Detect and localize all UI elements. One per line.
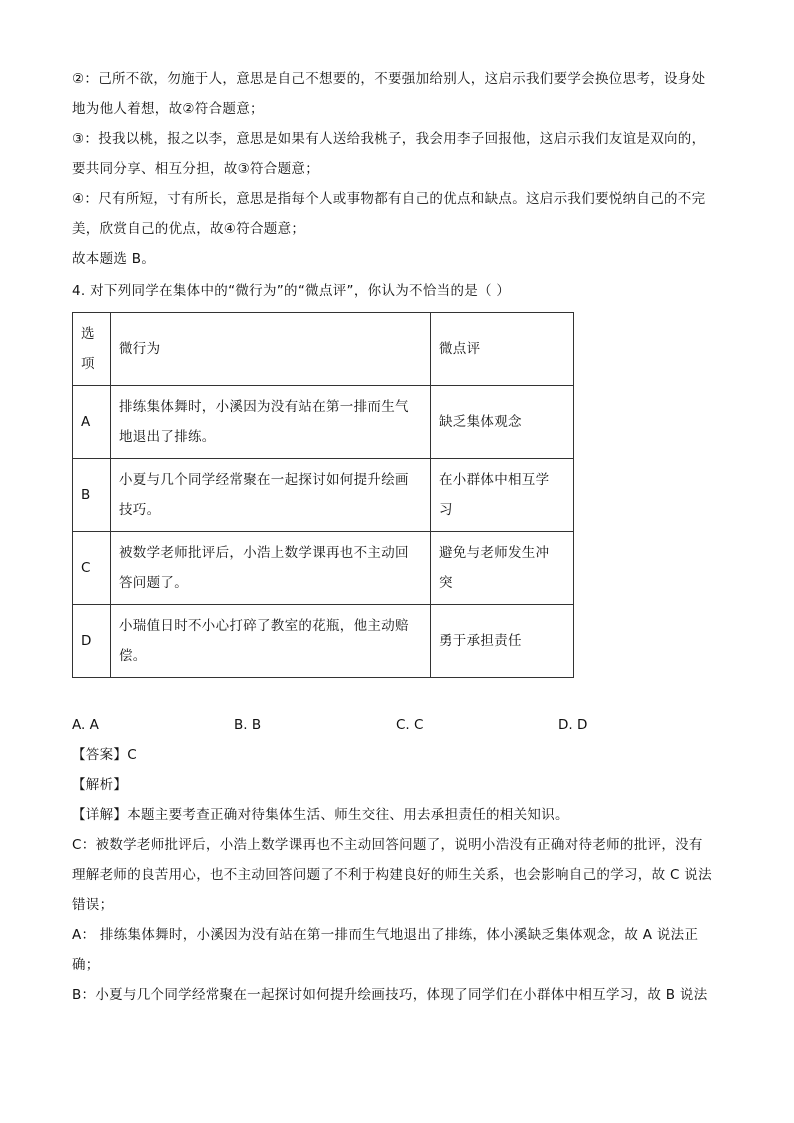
table-row [73,605,574,678]
options-table [72,312,574,678]
text-line: B：小夏与几个同学经常聚在一起探讨如何提升绘画技巧，体现了同学们在小群体中相互学习，故 B 说法 [72,987,708,1003]
text-line: 故本题选 B。 [72,251,156,267]
table-row [73,532,574,605]
table-row [73,386,574,459]
text-line: 理解老师的良苦用心，也不主动回答问题了不利于构建良好的师生关系，也会影响自己的学习，故 C 说法 [72,867,712,883]
row-comment: 缺乏集体观念 [431,386,574,459]
text-line: 错误； [72,897,114,913]
row-option: B [73,459,111,532]
question-4-stem: 4. 对下列同学在集体中的“微行为”的“微点评”，你认为不恰当的是（ ） [72,283,511,299]
text-line: 地为他人着想，故②符合题意； [72,101,264,117]
text-line: C：被数学老师批评后，小浩上数学课再也不主动回答问题了，说明小浩没有正确对待老师的批评，没有 [72,837,703,853]
header-behavior: 微行为 [111,313,431,386]
row-behavior: 排练集体舞时，小溪因为没有站在第一排而生气 地退出了排练。 [111,386,431,459]
text-line: 美，欣赏自己的优点，故④符合题意； [72,221,306,237]
row-behavior: 小夏与几个同学经常聚在一起探讨如何提升绘画 技巧。 [111,459,431,532]
text-line: ④：尺有所短，寸有所长，意思是指每个人或事物都有自己的优点和缺点。这启示我们要悦纳自己的不完 [72,191,706,207]
row-option: D [73,605,111,678]
header-option: 选 项 [73,313,111,386]
text-line: 【详解】本题主要考查正确对待集体生活、师生交往、用去承担责任的相关知识。 [72,807,569,823]
header-comment: 微点评 [431,313,574,386]
choice-b: B. B [234,717,262,733]
table-row [73,459,574,532]
row-behavior: 被数学老师批评后，小浩上数学课再也不主动回 答问题了。 [111,532,431,605]
analysis-continued [72,64,724,274]
row-behavior: 小瑞值日时不小心打碎了教室的花瓶，他主动赔 偿。 [111,605,431,678]
choice-a: A. A [72,717,99,733]
row-comment: 勇于承担责任 [431,605,574,678]
row-comment: 在小群体中相互学 习 [431,459,574,532]
text-line: 要共同分享、相互分担，故③符合题意； [72,161,320,177]
choice-d: D. D [558,717,588,733]
analysis-detail [72,800,724,1010]
answer-line: 【答案】C [72,747,137,763]
analysis-label: 【解析】 [72,777,128,793]
row-option: C [73,532,111,605]
content-area [72,64,724,1010]
answer-choices [72,710,724,740]
choice-c: C. C [396,717,424,733]
text-line: A： 排练集体舞时，小溪因为没有站在第一排而生气地退出了排练，体小溪缺乏集体观念，故 A 说法正 [72,927,699,943]
text-line: ③：投我以桃，报之以李，意思是如果有人送给我桃子，我会用李子回报他，这启示我们友谊是双向的， [72,131,706,147]
row-option: A [73,386,111,459]
text-line: ②：己所不欲，勿施于人，意思是自己不想要的，不要强加给别人，这启示我们要学会换位思考，设身处 [72,71,706,87]
text-line: 确； [72,957,100,973]
row-comment: 避免与老师发生冲 突 [431,532,574,605]
table-header-row [73,313,574,386]
